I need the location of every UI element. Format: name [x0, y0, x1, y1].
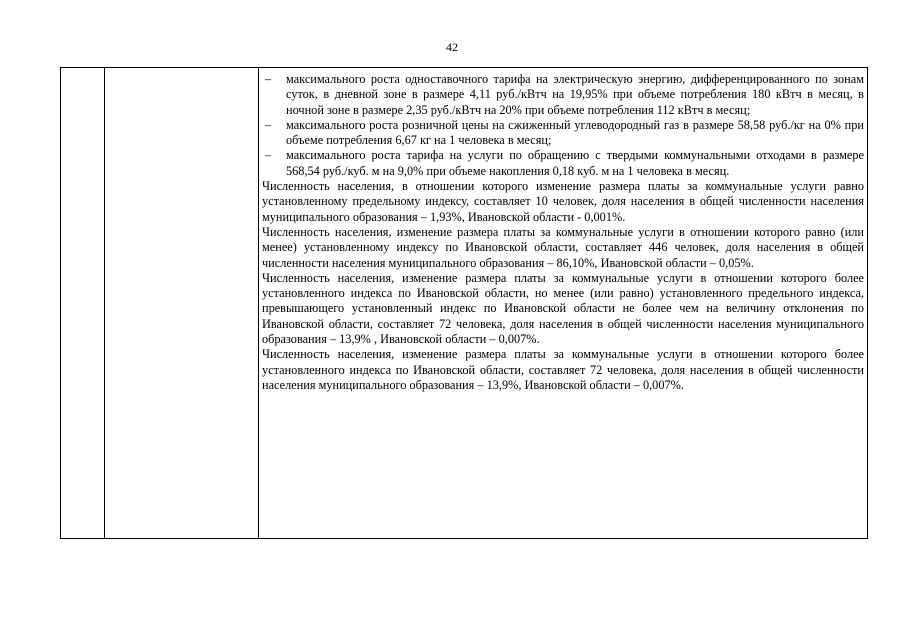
cell-content [259, 68, 867, 393]
bullet-dash: – [265, 148, 272, 163]
table-cell-name [105, 68, 259, 539]
page-number: 42 [446, 40, 458, 54]
paragraph-population-above-index: Численность населения, изменение размера платы за коммунальные услуги в отношении которого более установленного индекса по Ивановской области, составляет 72 человека, доля населения в общей численности населения муниципального образования – 13,9%, Ивановской области – 0,007%. [262, 347, 864, 392]
bullet-dash: – [265, 117, 272, 132]
paragraph-population-between-indices: Численность населения, изменение размера платы за коммунальные услуги в отношении которого более установленного индекса по Ивановской области, но менее (или равно) установленного предельного индекса, превышающего установленный индекс по Ивановской области не более чем на величину отклонения по Ивановской области, составляет 72 человека, доля населения в общей численности населения муниципального образования – 13,9% , Ивановской области – 0,007%. [262, 270, 864, 347]
bullet-item-gas [262, 118, 864, 149]
bullet-text: максимального роста тарифа на услуги по обращению с твердыми коммунальными отходами в размере 568,54 руб./куб. м на 9,0% при объеме накопления 0,18 куб. м на 1 человека в месяц. [286, 148, 864, 178]
paragraph-population-limit-index: Численность населения, в отношении которого изменение размера платы за коммунальные услуги равно установленному предельному индексу, составляет 10 человек, доля населения в общей численности населения муниципального образования – 1,93%, Ивановской области - 0,001%. [262, 179, 864, 224]
document-table [60, 67, 868, 539]
bullet-text: максимального роста розничной цены на сжиженный углеводородный газ в размере 58,58 руб./кг на 0% при объеме потребления 6,67 кг на 1 человека в месяц; [286, 117, 864, 148]
table-cell-content [259, 68, 868, 539]
table-cell-number [61, 68, 105, 539]
bullet-item-waste [262, 148, 864, 179]
table-row [61, 68, 868, 539]
bullet-item-electricity [262, 72, 864, 118]
bullet-text: максимального роста одноставочного тарифа на электрическую энергию, дифференцированного по зонам суток, в дневной зоне в размере 4,11 руб./кВтч на 19,95% при объеме потребления 180 кВтч в месяц, в ночной зоне в размере 2,35 руб./кВтч на 20% при объеме потребления 112 кВтч в месяц; [286, 72, 864, 117]
bullet-dash: – [265, 72, 272, 86]
paragraph-population-below-index: Численность населения, изменение размера платы за коммунальные услуги в отношении которого равно (или менее) установленному индексу по Ивановской области, составляет 446 человек, доля населения в общей численности населения муниципального образования – 86,10%, Ивановской области – 0,05%. [262, 224, 864, 270]
